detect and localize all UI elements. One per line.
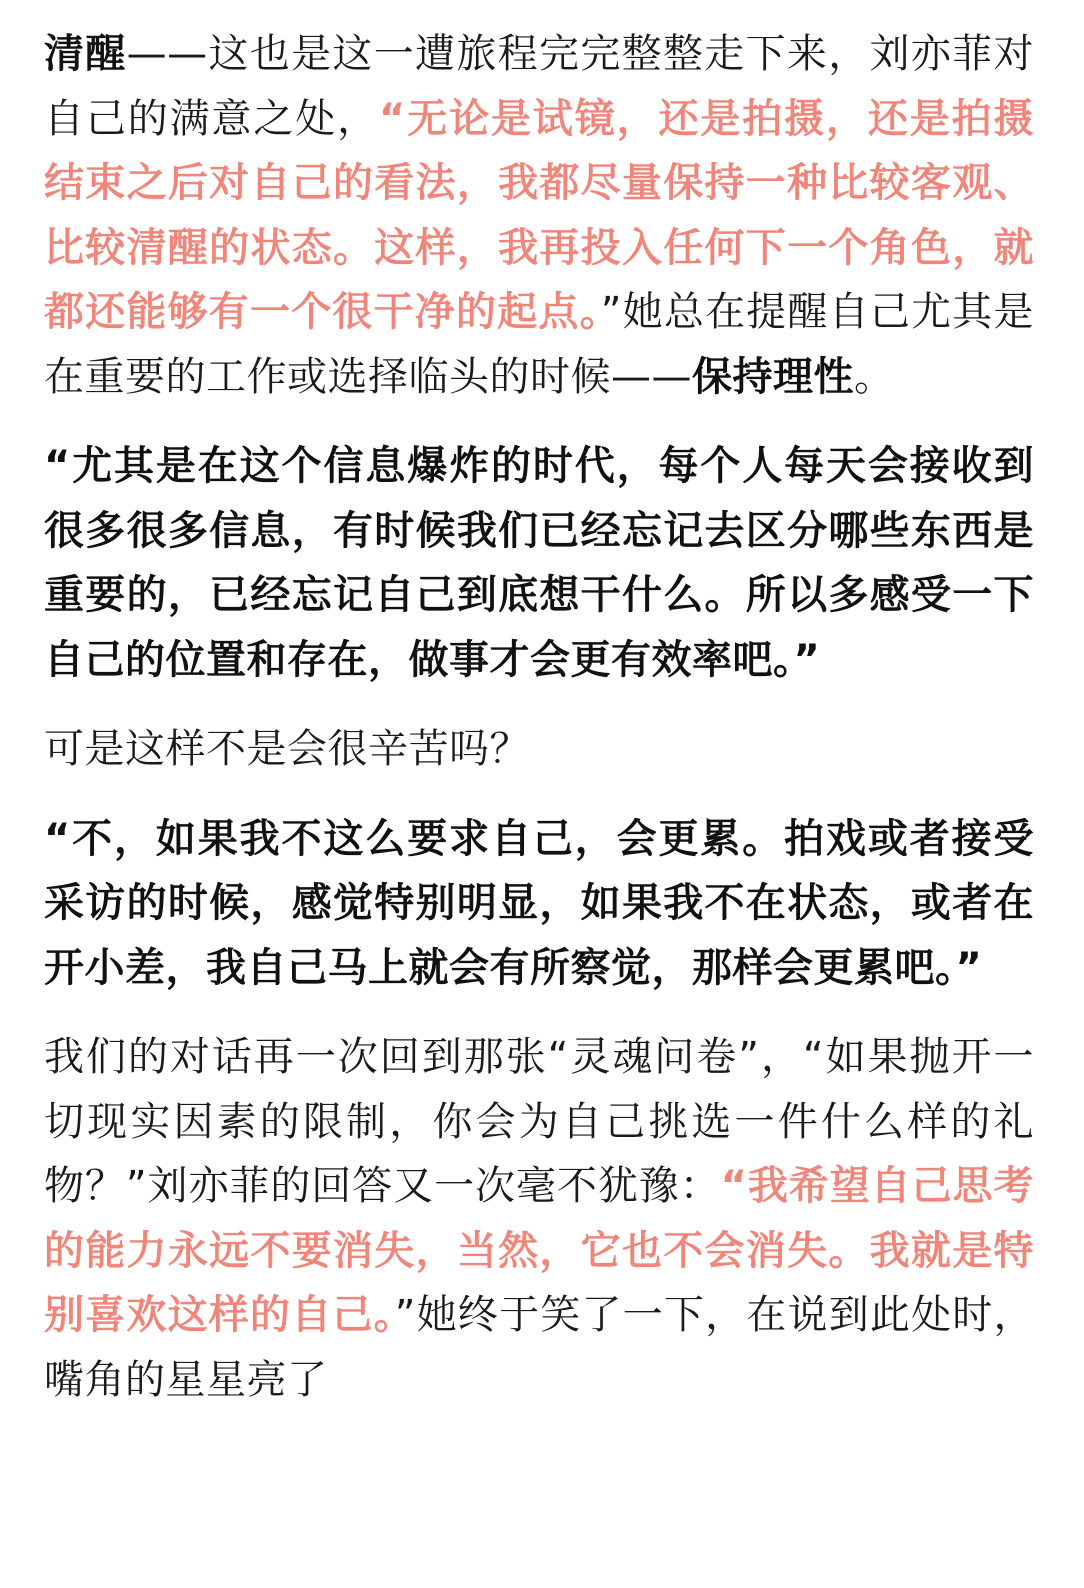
bold-keyword: 清醒 xyxy=(44,31,127,77)
paragraph-text: 我们的对话再一次回到那张“灵魂问卷”，“如果抛开一切现实因素的限制，你会为自己挑选一件什么样的礼物？”刘亦菲的回答又一次毫不犹豫： xyxy=(44,1034,1034,1209)
paragraph-4-bold-quote: “不，如果我不这么要求自己，会更累。拍戏或者接受采访的时候，感觉特别明显，如果我不在状态，或者在开小差，我自己马上就会有所察觉，那样会更累吧。” xyxy=(44,815,1034,991)
paragraph-text: ”她终于笑了一下，在说到此处时，嘴角的星星亮了 xyxy=(44,1292,1034,1403)
paragraph-5 xyxy=(44,1025,1034,1412)
bold-keyword: 保持理性 xyxy=(692,353,854,400)
highlighted-quote: “无论是试镜，还是拍摄，还是拍摄结束之后对自己的看法，我都尽量保持一种比较客观、比较清醒的状态。这样，我再投入任何下一个角色，就都还能够有一个很干净的起点。 xyxy=(44,95,1034,335)
article-body xyxy=(44,22,1034,1412)
paragraph-1 xyxy=(44,22,1034,409)
highlighted-quote: “我希望自己思考的能力永远不要消失，当然，它也不会消失。我就是特别喜欢这样的自己。 xyxy=(44,1163,1034,1338)
paragraph-2-bold-quote: “尤其是在这个信息爆炸的时代，每个人每天会接收到很多很多信息，有时候我们已经忘记去区分哪些东西是重要的，已经忘记自己到底想干什么。所以多感受一下自己的位置和存在，做事才会更有效率吧。” xyxy=(44,443,1034,683)
bottom-fade-overlay xyxy=(400,1520,660,1588)
paragraph-text: 。 xyxy=(854,353,895,400)
paragraph-3-question: 可是这样不是会很辛苦吗？ xyxy=(44,726,530,772)
paragraph-text: ”她总在提醒自己尤其是在重要的工作或选择临头的时候—— xyxy=(44,289,1034,400)
paragraph-text: ——这也是这一遭旅程完完整整走下来，刘亦菲对自己的满意之处， xyxy=(44,31,1035,142)
